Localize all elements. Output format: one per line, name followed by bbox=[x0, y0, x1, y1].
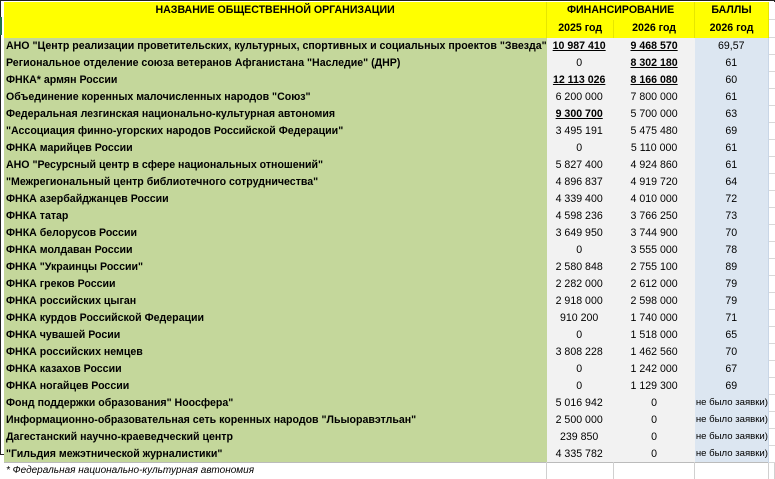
table-row bbox=[4, 157, 775, 174]
funding-2025-cell[interactable]: 3 495 191 bbox=[547, 123, 614, 140]
funding-2026-cell[interactable]: 0 bbox=[614, 446, 695, 463]
funding-2025-cell[interactable]: 3 808 228 bbox=[547, 344, 614, 361]
empty-cell[interactable] bbox=[769, 174, 775, 191]
funding-column-header[interactable]: ФИНАНСИРОВАНИЕ bbox=[547, 2, 695, 20]
funding-2026-cell[interactable]: 3 744 900 bbox=[614, 225, 695, 242]
funding-2026-cell[interactable]: 2 612 000 bbox=[614, 276, 695, 293]
score-cell[interactable]: 70 bbox=[695, 344, 769, 361]
funding-2025-cell[interactable]: 4 339 400 bbox=[547, 191, 614, 208]
score-cell[interactable]: 89 bbox=[695, 259, 769, 276]
funding-table bbox=[4, 2, 775, 479]
table-row bbox=[4, 191, 775, 208]
empty-cell[interactable] bbox=[769, 55, 775, 72]
score-cell[interactable]: 79 bbox=[695, 293, 769, 310]
org-name-cell[interactable]: ФНКА казахов России bbox=[4, 361, 547, 378]
empty-cell[interactable] bbox=[769, 123, 775, 140]
score-cell[interactable]: 63 bbox=[695, 106, 769, 123]
org-name-cell[interactable]: Фонд поддержки образования" Ноосфера" bbox=[4, 395, 547, 412]
org-name-cell[interactable]: ФНКА российских цыган bbox=[4, 293, 547, 310]
empty-cell[interactable] bbox=[769, 38, 775, 55]
table-row bbox=[4, 242, 775, 259]
org-name-cell[interactable]: ФНКА курдов Российской Федерации bbox=[4, 310, 547, 327]
funding-2026-cell[interactable]: 2 598 000 bbox=[614, 293, 695, 310]
empty-cell[interactable] bbox=[769, 242, 775, 259]
funding-2025-cell[interactable]: 4 335 782 bbox=[547, 446, 614, 463]
score-cell[interactable]: 69,57 bbox=[695, 38, 769, 55]
score-cell[interactable]: 60 bbox=[695, 72, 769, 89]
empty-cell[interactable] bbox=[769, 429, 775, 446]
org-name-cell[interactable]: ФНКА белорусов России bbox=[4, 225, 547, 242]
empty-cell[interactable] bbox=[769, 191, 775, 208]
table-row bbox=[4, 225, 775, 242]
empty-cell[interactable] bbox=[769, 259, 775, 276]
org-name-cell[interactable]: "Межрегиональный центр библиотечного сотрудничества" bbox=[4, 174, 547, 191]
org-name-cell[interactable]: ФНКА марийцев России bbox=[4, 140, 547, 157]
empty-cell[interactable] bbox=[769, 208, 775, 225]
org-name-cell[interactable]: ФНКА греков России bbox=[4, 276, 547, 293]
score-cell[interactable]: не было заявки) bbox=[695, 429, 769, 446]
score-cell[interactable]: 72 bbox=[695, 191, 769, 208]
score-cell[interactable]: 78 bbox=[695, 242, 769, 259]
table-row bbox=[4, 276, 775, 293]
header-row-2 bbox=[4, 20, 775, 38]
funding-2026-cell[interactable]: 1 242 000 bbox=[614, 361, 695, 378]
funding-2025-cell[interactable]: 910 200 bbox=[547, 310, 614, 327]
funding-2025-cell[interactable]: 9 300 700 bbox=[547, 106, 614, 123]
table-row bbox=[4, 429, 775, 446]
table-row bbox=[4, 174, 775, 191]
table-row bbox=[4, 106, 775, 123]
org-name-cell[interactable]: "Гильдия межэтнической журналистики" bbox=[4, 446, 547, 463]
empty-cell[interactable] bbox=[769, 106, 775, 123]
funding-2025-cell[interactable]: 0 bbox=[547, 140, 614, 157]
empty-cell[interactable] bbox=[769, 327, 775, 344]
empty-cell[interactable] bbox=[769, 412, 775, 429]
empty-cell[interactable] bbox=[614, 463, 695, 479]
funding-2025-cell[interactable]: 0 bbox=[547, 327, 614, 344]
score-cell[interactable]: 70 bbox=[695, 225, 769, 242]
org-name-cell[interactable]: Федеральная лезгинская национально-культурная автономия bbox=[4, 106, 547, 123]
table-row bbox=[4, 327, 775, 344]
score-cell[interactable]: 61 bbox=[695, 55, 769, 72]
funding-2026-cell[interactable]: 7 800 000 bbox=[614, 89, 695, 106]
org-name-cell[interactable]: ФНКА* армян России bbox=[4, 72, 547, 89]
table-row bbox=[4, 140, 775, 157]
funding-2025-cell[interactable]: 5 016 942 bbox=[547, 395, 614, 412]
table-row bbox=[4, 38, 775, 55]
footnote-row bbox=[4, 463, 775, 479]
org-name-cell[interactable]: ФНКА российских немцев bbox=[4, 344, 547, 361]
empty-cell[interactable] bbox=[769, 72, 775, 89]
table-row bbox=[4, 446, 775, 463]
org-name-cell[interactable]: АНО "Ресурсный центр в сфере национальных отношений" bbox=[4, 157, 547, 174]
funding-2026-cell[interactable]: 9 468 570 bbox=[614, 38, 695, 55]
org-column-header[interactable]: НАЗВАНИЕ ОБЩЕСТВЕННОЙ ОРГАНИЗАЦИИ bbox=[4, 2, 547, 20]
funding-2025-cell[interactable]: 12 113 026 bbox=[547, 72, 614, 89]
score-cell[interactable]: не было заявки) bbox=[695, 446, 769, 463]
funding-2026-cell[interactable]: 5 700 000 bbox=[614, 106, 695, 123]
empty-cell[interactable] bbox=[769, 293, 775, 310]
empty-cell[interactable] bbox=[769, 89, 775, 106]
funding-2025-cell[interactable]: 0 bbox=[547, 55, 614, 72]
funding-2025-cell[interactable]: 4 896 837 bbox=[547, 174, 614, 191]
funding-2026-cell[interactable]: 4 010 000 bbox=[614, 191, 695, 208]
table-row bbox=[4, 293, 775, 310]
funding-2026-cell[interactable]: 3 555 000 bbox=[614, 242, 695, 259]
funding-2026-cell[interactable]: 0 bbox=[614, 429, 695, 446]
funding-2026-cell[interactable]: 0 bbox=[614, 412, 695, 429]
org-name-cell[interactable]: ФНКА азербайджанцев России bbox=[4, 191, 547, 208]
empty-cell[interactable] bbox=[769, 361, 775, 378]
score-cell[interactable]: 64 bbox=[695, 174, 769, 191]
score-cell[interactable]: 61 bbox=[695, 89, 769, 106]
org-name-cell[interactable]: ФНКА татар bbox=[4, 208, 547, 225]
empty-cell[interactable] bbox=[769, 276, 775, 293]
row-selection-indicator bbox=[0, 17, 2, 35]
empty-cell[interactable] bbox=[547, 463, 614, 479]
funding-2025-cell[interactable]: 10 987 410 bbox=[547, 38, 614, 55]
empty-cell[interactable] bbox=[769, 2, 775, 20]
org-name-cell[interactable]: "Ассоциация финно-угорских народов Российской Федерации" bbox=[4, 123, 547, 140]
empty-cell[interactable] bbox=[769, 446, 775, 463]
funding-2026-cell[interactable]: 1 740 000 bbox=[614, 310, 695, 327]
table-row bbox=[4, 344, 775, 361]
empty-cell[interactable] bbox=[769, 225, 775, 242]
table-row bbox=[4, 259, 775, 276]
score-cell[interactable]: 61 bbox=[695, 140, 769, 157]
score-cell[interactable]: 73 bbox=[695, 208, 769, 225]
funding-2026-cell[interactable]: 0 bbox=[614, 395, 695, 412]
org-name-cell[interactable]: Объединение коренных малочисленных народов "Союз" bbox=[4, 89, 547, 106]
score-cell[interactable]: не было заявки) bbox=[695, 412, 769, 429]
empty-cell[interactable] bbox=[769, 344, 775, 361]
table-row bbox=[4, 395, 775, 412]
score-cell[interactable]: 67 bbox=[695, 361, 769, 378]
score-cell[interactable]: 65 bbox=[695, 327, 769, 344]
funding-2025-cell[interactable]: 6 200 000 bbox=[547, 89, 614, 106]
funding-2026-cell[interactable]: 5 110 000 bbox=[614, 140, 695, 157]
empty-cell[interactable] bbox=[769, 20, 775, 38]
score-cell[interactable]: 79 bbox=[695, 276, 769, 293]
empty-cell[interactable] bbox=[769, 140, 775, 157]
funding-2026-cell[interactable]: 8 302 180 bbox=[614, 55, 695, 72]
funding-2025-cell[interactable]: 0 bbox=[547, 378, 614, 395]
funding-2026-cell[interactable]: 1 518 000 bbox=[614, 327, 695, 344]
table-row bbox=[4, 123, 775, 140]
funding-2026-cell[interactable]: 4 919 720 bbox=[614, 174, 695, 191]
table-row bbox=[4, 208, 775, 225]
org-name-cell[interactable]: Дагестанский научно-краеведческий центр bbox=[4, 429, 547, 446]
org-name-cell[interactable]: ФНКА молдаван России bbox=[4, 242, 547, 259]
funding-2025-cell[interactable]: 0 bbox=[547, 361, 614, 378]
funding-2026-cell[interactable]: 2 755 100 bbox=[614, 259, 695, 276]
empty-cell[interactable] bbox=[769, 310, 775, 327]
funding-2025-cell[interactable]: 0 bbox=[547, 242, 614, 259]
funding-2026-cell[interactable]: 1 129 300 bbox=[614, 378, 695, 395]
funding-2026-cell[interactable]: 3 766 250 bbox=[614, 208, 695, 225]
empty-cell[interactable] bbox=[769, 395, 775, 412]
funding-2025-cell[interactable]: 3 649 950 bbox=[547, 225, 614, 242]
score-cell[interactable]: 69 bbox=[695, 378, 769, 395]
funding-2025-cell[interactable]: 4 598 236 bbox=[547, 208, 614, 225]
table-row bbox=[4, 89, 775, 106]
org-name-cell[interactable]: ФНКА чувашей Росии bbox=[4, 327, 547, 344]
table-row bbox=[4, 412, 775, 429]
table-row bbox=[4, 55, 775, 72]
funding-2026-cell[interactable]: 4 924 860 bbox=[614, 157, 695, 174]
empty-cell[interactable] bbox=[769, 157, 775, 174]
funding-2026-cell[interactable]: 8 166 080 bbox=[614, 72, 695, 89]
funding-2025-cell[interactable]: 2 580 848 bbox=[547, 259, 614, 276]
funding-2026-cell[interactable]: 5 475 480 bbox=[614, 123, 695, 140]
score-cell[interactable]: не было заявки) bbox=[695, 395, 769, 412]
empty-cell[interactable] bbox=[769, 463, 775, 479]
org-name-cell[interactable]: ФНКА ногайцев России bbox=[4, 378, 547, 395]
funding-2025-cell[interactable]: 2 282 000 bbox=[547, 276, 614, 293]
table-row bbox=[4, 378, 775, 395]
funding-2025-cell[interactable]: 239 850 bbox=[547, 429, 614, 446]
footnote[interactable]: * Федеральная национально-культурная автономия bbox=[4, 463, 547, 479]
year-2026-header[interactable]: 2026 год bbox=[614, 20, 695, 38]
org-name-cell[interactable]: ФНКА "Украинцы России" bbox=[4, 259, 547, 276]
funding-2025-cell[interactable]: 5 827 400 bbox=[547, 157, 614, 174]
header-row-1 bbox=[4, 2, 775, 20]
empty-header-cell[interactable] bbox=[4, 20, 547, 38]
org-name-cell[interactable]: АНО "Центр реализации проветительских, культурных, спортивных и социальных проектов "Звезда" bbox=[4, 38, 547, 55]
empty-cell[interactable] bbox=[769, 378, 775, 395]
table-row bbox=[4, 361, 775, 378]
score-cell[interactable]: 69 bbox=[695, 123, 769, 140]
funding-2025-cell[interactable]: 2 918 000 bbox=[547, 293, 614, 310]
table-row bbox=[4, 72, 775, 89]
year-2025-header[interactable]: 2025 год bbox=[547, 20, 614, 38]
org-name-cell[interactable]: Региональное отделение союза ветеранов Афганистана "Наследие" (ДНР) bbox=[4, 55, 547, 72]
scores-column-header[interactable]: БАЛЛЫ bbox=[695, 2, 769, 20]
table-row bbox=[4, 310, 775, 327]
score-cell[interactable]: 61 bbox=[695, 157, 769, 174]
scores-year-header[interactable]: 2026 год bbox=[695, 20, 769, 38]
org-name-cell[interactable]: Информационно-образовательная сеть коренных народов "Льыоравэтльан" bbox=[4, 412, 547, 429]
funding-2026-cell[interactable]: 1 462 560 bbox=[614, 344, 695, 361]
funding-2025-cell[interactable]: 2 500 000 bbox=[547, 412, 614, 429]
empty-cell[interactable] bbox=[695, 463, 769, 479]
score-cell[interactable]: 71 bbox=[695, 310, 769, 327]
